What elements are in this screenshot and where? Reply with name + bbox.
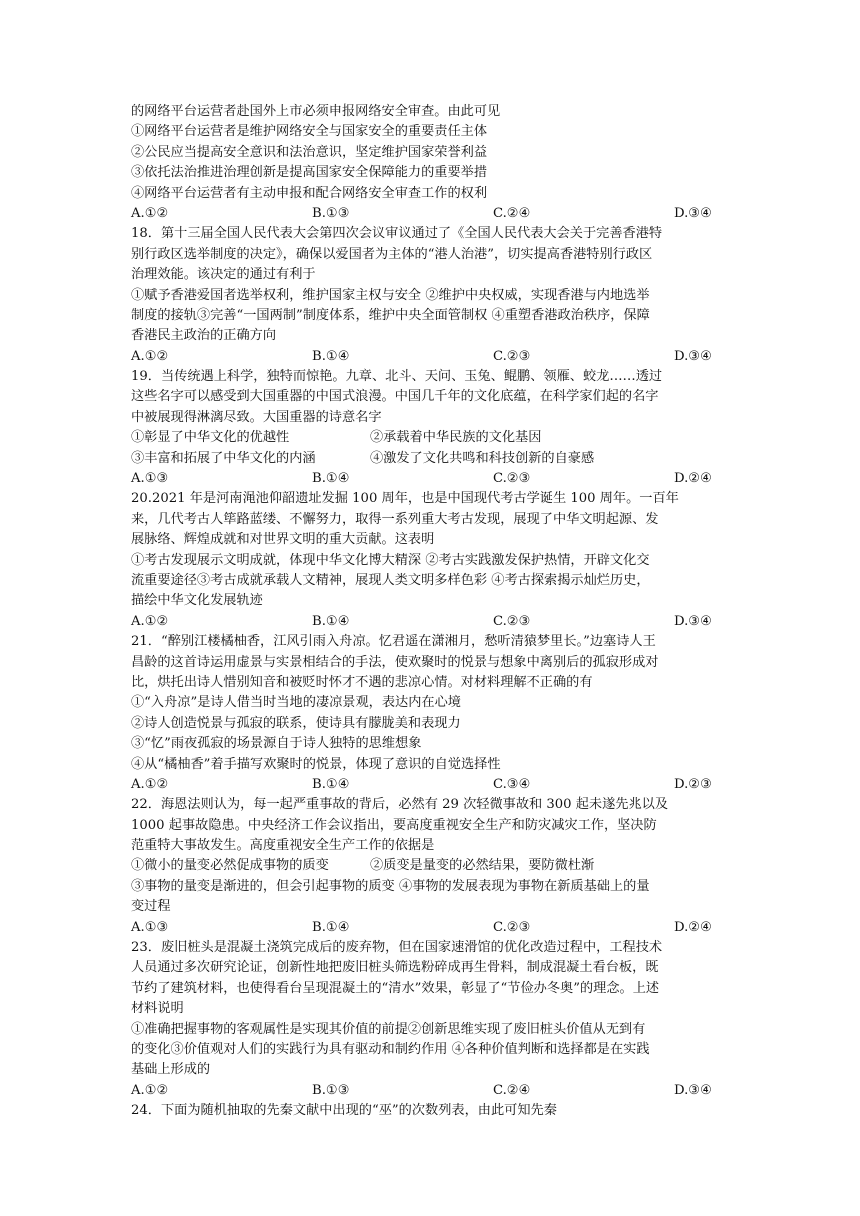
question-stem-line: 19．当传统遇上科学，独特而惊艳。九章、北斗、天问、玉兔、鲲鹏、领雁、蛟龙……透过	[131, 369, 663, 385]
question-stem-line: 治理效能。该决定的通过有利于	[131, 267, 316, 283]
option-a: A.①③	[131, 919, 169, 935]
answer-options	[131, 918, 731, 938]
choice-item: ②公民应当提高安全意识和法治意识，坚定维护国家荣誉利益	[131, 144, 488, 160]
option-b: B.①④	[312, 348, 350, 364]
option-d: D.②④	[674, 919, 712, 935]
choice-item: ②承载着中华民族的文化基因	[370, 430, 542, 446]
question-stem-line: 材料说明	[131, 1001, 184, 1017]
option-a: A.①②	[131, 613, 169, 629]
question-stem-line: 这些名字可以感受到大国重器的中国式浪漫。中国几千年的文化底蕴，在科学家们起的名字	[131, 389, 659, 405]
answer-options	[131, 775, 731, 795]
choice-item: ①网络平台运营者是维护网络安全与国家安全的重要责任主体	[131, 124, 488, 140]
option-d: D.②④	[674, 471, 712, 487]
choice-item: 描绘中华文化发展轨迹	[131, 593, 263, 609]
question-stem-line: 21．“醉别江楼橘柚香，江风引雨入舟凉。忆君遥在潇湘月，愁听清猿梦里长。”边塞诗人王	[131, 634, 656, 650]
question-21	[131, 632, 731, 795]
choice-item: 流重要途径③考古成就承载人文精神，展现人类文明多样色彩 ④考古探索揭示灿烂历史，	[131, 572, 650, 588]
question-17	[131, 102, 731, 224]
answer-options	[131, 612, 731, 632]
option-d: D.②③	[674, 776, 712, 792]
option-c: C.②④	[493, 205, 531, 221]
question-23	[131, 938, 731, 1101]
question-stem-line: 人员通过多次研究论证，创新性地把废旧桩头筛选粉碎成再生骨料，制成混凝土看台板，既	[131, 960, 659, 976]
answer-options	[131, 1081, 731, 1101]
option-c: C.②③	[493, 919, 531, 935]
choice-item: ③“忆”雨夜孤寂的场景源自于诗人独特的思维想象	[131, 736, 422, 752]
option-c: C.②③	[493, 471, 531, 487]
question-stem-line: 展脉络、辉煌成就和对世界文明的重大贡献。这表明	[131, 532, 435, 548]
choice-item: ③事物的量变是渐进的，但会引起事物的质变 ④事物的发展表现为事物在新质基础上的量	[131, 878, 650, 894]
option-a: A.①②	[131, 205, 169, 221]
question-stem-line: 比，烘托出诗人惜别知音和被贬时怀才不遇的悲凉心情。对材料理解不正确的有	[131, 674, 593, 690]
choice-item: ①准确把握事物的客观属性是实现其价值的前提②创新思维实现了废旧桩头价值从无到有	[131, 1021, 646, 1037]
choice-item: 变过程	[131, 899, 171, 915]
question-stem-line: 节约了建筑材料，也使得看台呈现混凝土的“清水”效果，彰显了“节俭办冬奥”的理念。上述	[131, 980, 660, 996]
answer-options	[131, 204, 731, 224]
option-b: B.①④	[312, 776, 350, 792]
question-stem-line: 范重特大事故发生。高度重视安全生产工作的依据是	[131, 838, 435, 854]
choice-item: 基础上形成的	[131, 1062, 211, 1078]
choice-item: ④激发了文化共鸣和科技创新的自豪感	[370, 450, 595, 466]
option-b: B.①④	[312, 613, 350, 629]
exam-page	[131, 102, 731, 1122]
option-a: A.①②	[131, 776, 169, 792]
choice-row	[131, 428, 731, 448]
question-22	[131, 795, 731, 938]
choice-item: ③依托法治推进治理创新是提高国家安全保障能力的重要举措	[131, 165, 488, 181]
choice-item: ①彰显了中华文化的优越性	[131, 430, 290, 446]
option-c: C.②③	[493, 613, 531, 629]
option-a: A.①③	[131, 471, 169, 487]
question-stem-line: 的网络平台运营者赴国外上市必须申报网络安全审查。由此可见	[131, 104, 501, 119]
question-stem-line: 20.2021 年是河南渑池仰韶遗址发掘 100 周年，也是中国现代考古学诞生 100 周年。一百年	[131, 491, 679, 507]
option-d: D.③④	[674, 1082, 712, 1098]
choice-item: ④网络平台运营者有主动申报和配合网络安全审查工作的权利	[131, 185, 488, 201]
choice-item: ②质变是量变的必然结果，要防微杜渐	[370, 858, 595, 874]
choice-item: ③丰富和拓展了中华文化的内涵	[131, 450, 316, 466]
choice-item: 制度的接轨③完善“一国两制”制度体系，维护中央全面管制权 ④重塑香港政治秩序，保障	[131, 307, 650, 323]
question-stem-line: 23．废旧桩头是混凝土浇筑完成后的废弃物，但在国家速滑馆的优化改造过程中，工程技术	[131, 940, 663, 956]
choice-item: ①考古发现展示文明成就，体现中华文化博大精深 ②考古实践激发保护热情，开辟文化交	[131, 552, 650, 568]
question-19	[131, 367, 731, 489]
option-b: B.①③	[312, 205, 350, 221]
choice-item: ①赋予香港爱国者选举权利，维护国家主权与安全 ②维护中央权威，实现香港与内地选举	[131, 287, 650, 303]
question-stem-line: 1000 起事故隐患。中央经济工作会议指出，要高度重视安全生产和防灾减灾工作，坚决防	[131, 817, 657, 833]
choice-item: ④从“橘柚香”着手描写欢聚时的悦景，体现了意识的自觉选择性	[131, 756, 501, 772]
option-d: D.③④	[674, 205, 712, 221]
answer-options	[131, 347, 731, 367]
choice-item: ②诗人创造悦景与孤寂的联系，使诗具有朦胧美和表现力	[131, 715, 461, 731]
option-c: C.②③	[493, 348, 531, 364]
question-24	[131, 1101, 731, 1121]
option-c: C.③④	[493, 776, 531, 792]
choice-item: 香港民主政治的正确方向	[131, 328, 277, 344]
question-stem-line: 22．海恩法则认为，每一起严重事故的背后，必然有 29 次轻微事故和 300 起未遂先兆以及	[131, 797, 669, 813]
option-b: B.①④	[312, 471, 350, 487]
option-a: A.①②	[131, 348, 169, 364]
option-b: B.①③	[312, 1082, 350, 1098]
choice-item: ①“入舟凉”是诗人借当时当地的凄凉景观，表达内在心境	[131, 695, 461, 711]
question-stem-line: 18．第十三届全国人民代表大会第四次会议审议通过了《全国人民代表大会关于完善香港特	[131, 226, 663, 242]
question-20	[131, 489, 731, 632]
choice-item: 的变化③价值观对人们的实践行为具有驱动和制约作用 ④各种价值判断和选择都是在实践	[131, 1041, 650, 1057]
question-18	[131, 224, 731, 367]
question-stem-line: 昌龄的这首诗运用虚景与实景相结合的手法，使欢聚时的悦景与想象中离别后的孤寂形成对	[131, 654, 659, 670]
option-d: D.③④	[674, 348, 712, 364]
answer-options	[131, 469, 731, 489]
question-stem-line: 来，几代考古人筚路蓝缕、不懈努力，取得一系列重大考古发现，展现了中华文明起源、发	[131, 511, 659, 527]
question-stem-line: 中被展现得淋漓尽致。大国重器的诗意名字	[131, 409, 382, 425]
option-a: A.①②	[131, 1082, 169, 1098]
choice-item: ①微小的量变必然促成事物的质变	[131, 858, 329, 874]
option-b: B.①④	[312, 919, 350, 935]
option-c: C.②④	[493, 1082, 531, 1098]
question-stem-line: 别行政区选举制度的决定》，确保以爱国者为主体的“港人治港”，切实提高香港特别行政区	[131, 246, 653, 262]
choice-row	[131, 856, 731, 876]
question-stem-line: 24．下面为随机抽取的先秦文献中出现的“巫”的次数列表，由此可知先秦	[131, 1103, 557, 1119]
option-d: D.③④	[674, 613, 712, 629]
choice-row	[131, 449, 731, 469]
